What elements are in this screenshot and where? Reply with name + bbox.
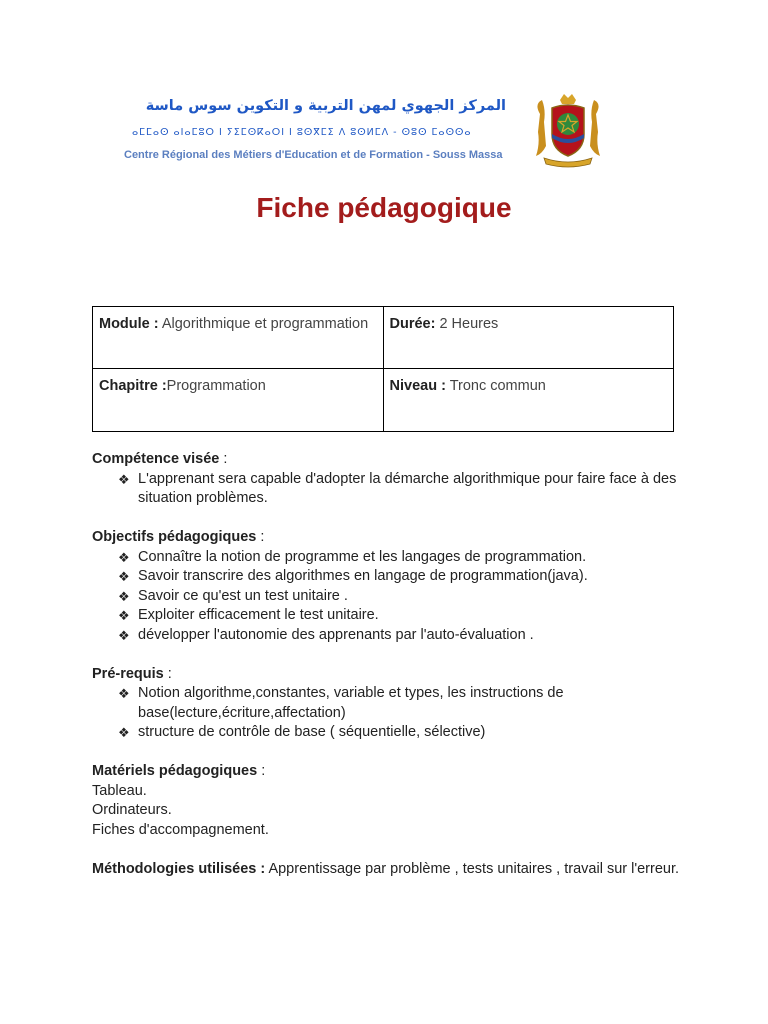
- bullet-diamond-icon: ❖: [118, 569, 130, 584]
- methodologies-text: Apprentissage par problème , tests unitaires , travail sur l'erreur.: [265, 860, 680, 877]
- prerequis-section: [92, 665, 682, 743]
- bullet-item: [118, 587, 682, 607]
- materiel-item: Ordinateurs.: [92, 802, 172, 818]
- objectifs-suffix: :: [256, 529, 265, 545]
- module-cell: [93, 307, 384, 369]
- bullet-text: structure de contrôle de base ( séquentielle, sélective): [138, 724, 486, 740]
- bullet-text: Exploiter efficacement le test unitaire.: [138, 607, 379, 623]
- materiels-suffix: :: [257, 763, 266, 779]
- chapitre-value: Programmation: [166, 378, 266, 394]
- niveau-value: Tronc commun: [445, 378, 546, 394]
- methodologies-section: [92, 860, 682, 880]
- prerequis-suffix: :: [163, 665, 172, 682]
- bullet-diamond-icon: ❖: [118, 588, 130, 604]
- competence-list: [92, 470, 682, 509]
- bullet-text: Connaître la notion de programme et les langages de programmation.: [138, 548, 587, 565]
- duree-label: Durée:: [389, 316, 436, 332]
- bullet-item: [118, 567, 682, 587]
- module-label: Module :: [99, 316, 159, 332]
- bullet-text: développer l'autonomie des apprenants par l'auto-évaluation .: [138, 626, 534, 643]
- niveau-cell: [383, 369, 674, 432]
- prerequis-heading: Pré-requis: [92, 665, 164, 682]
- institution-name-french: Centre Régional des Métiers d'Education et de Formation - Souss Massa: [124, 149, 503, 161]
- materiels-heading: Matériels pédagogiques: [92, 763, 258, 779]
- prerequis-list: [92, 684, 682, 743]
- bullet-diamond-icon: ❖: [118, 471, 130, 487]
- bullet-text: L'apprenant sera capable d'adopter la démarche algorithmique pour faire face à des situation problèmes.: [138, 470, 677, 506]
- duree-value: 2 Heures: [435, 316, 499, 332]
- bullet-diamond-icon: ❖: [118, 725, 130, 740]
- module-value: Algorithmique et programmation: [158, 316, 369, 332]
- bullet-item: [118, 548, 682, 568]
- fiche-content: [92, 450, 682, 899]
- bullet-item: [118, 470, 682, 509]
- royal-coat-of-arms-emblem: [530, 94, 606, 168]
- bullet-text: Savoir ce qu'est un test unitaire .: [138, 587, 348, 604]
- page-title: Fiche pédagogique: [256, 192, 512, 223]
- niveau-label: Niveau :: [389, 378, 446, 394]
- bullet-item: [118, 626, 682, 646]
- info-row-1: [93, 307, 674, 369]
- bullet-diamond-icon: ❖: [118, 608, 130, 623]
- institution-name-tifinagh: ⴰⵎⵎⴰⵙ ⴰⵏⴰⵎⵓⵔ ⵏ ⵢⵉⵎⵙⴽⴰⵔⵏ ⵏ ⵓⵙⴳⵎⵉ ⴷ ⵓⵙⵍⵎⴷ - ⵙⵓⵙ ⵎⴰⵙⵙⴰ: [132, 127, 472, 138]
- objectifs-list: [92, 548, 682, 646]
- course-info-table: [92, 306, 674, 432]
- objectifs-heading: Objectifs pédagogiques: [92, 529, 257, 545]
- bullet-text: Notion algorithme,constantes, variable et types, les instructions de base(lecture,écriture,affectation): [138, 685, 564, 721]
- chapitre-label: Chapitre :: [99, 378, 167, 394]
- bullet-diamond-icon: ❖: [118, 549, 130, 565]
- bullet-text: Savoir transcrire des algorithmes en langage de programmation(java).: [138, 568, 588, 584]
- institution-name-arabic: المركز الجهوي لمهن التربية و التكوين سوس ماسة: [145, 98, 506, 114]
- bullet-item: [118, 606, 682, 626]
- materiels-section: [92, 762, 682, 840]
- bullet-item: [118, 684, 682, 723]
- materiel-item: Tableau.: [92, 782, 147, 799]
- chapitre-cell: [93, 369, 384, 432]
- competence-section: [92, 450, 682, 509]
- competence-heading: Compétence visée: [92, 451, 220, 467]
- info-row-2: [93, 369, 674, 432]
- institution-header: [90, 94, 610, 170]
- bullet-diamond-icon: ❖: [118, 627, 130, 643]
- objectifs-section: [92, 528, 682, 645]
- bullet-diamond-icon: ❖: [118, 686, 130, 701]
- duree-cell: [383, 307, 674, 369]
- competence-suffix: :: [219, 451, 228, 467]
- methodologies-heading: Méthodologies utilisées :: [92, 860, 266, 877]
- materiel-item: Fiches d'accompagnement.: [92, 821, 269, 838]
- bullet-item: [118, 723, 682, 743]
